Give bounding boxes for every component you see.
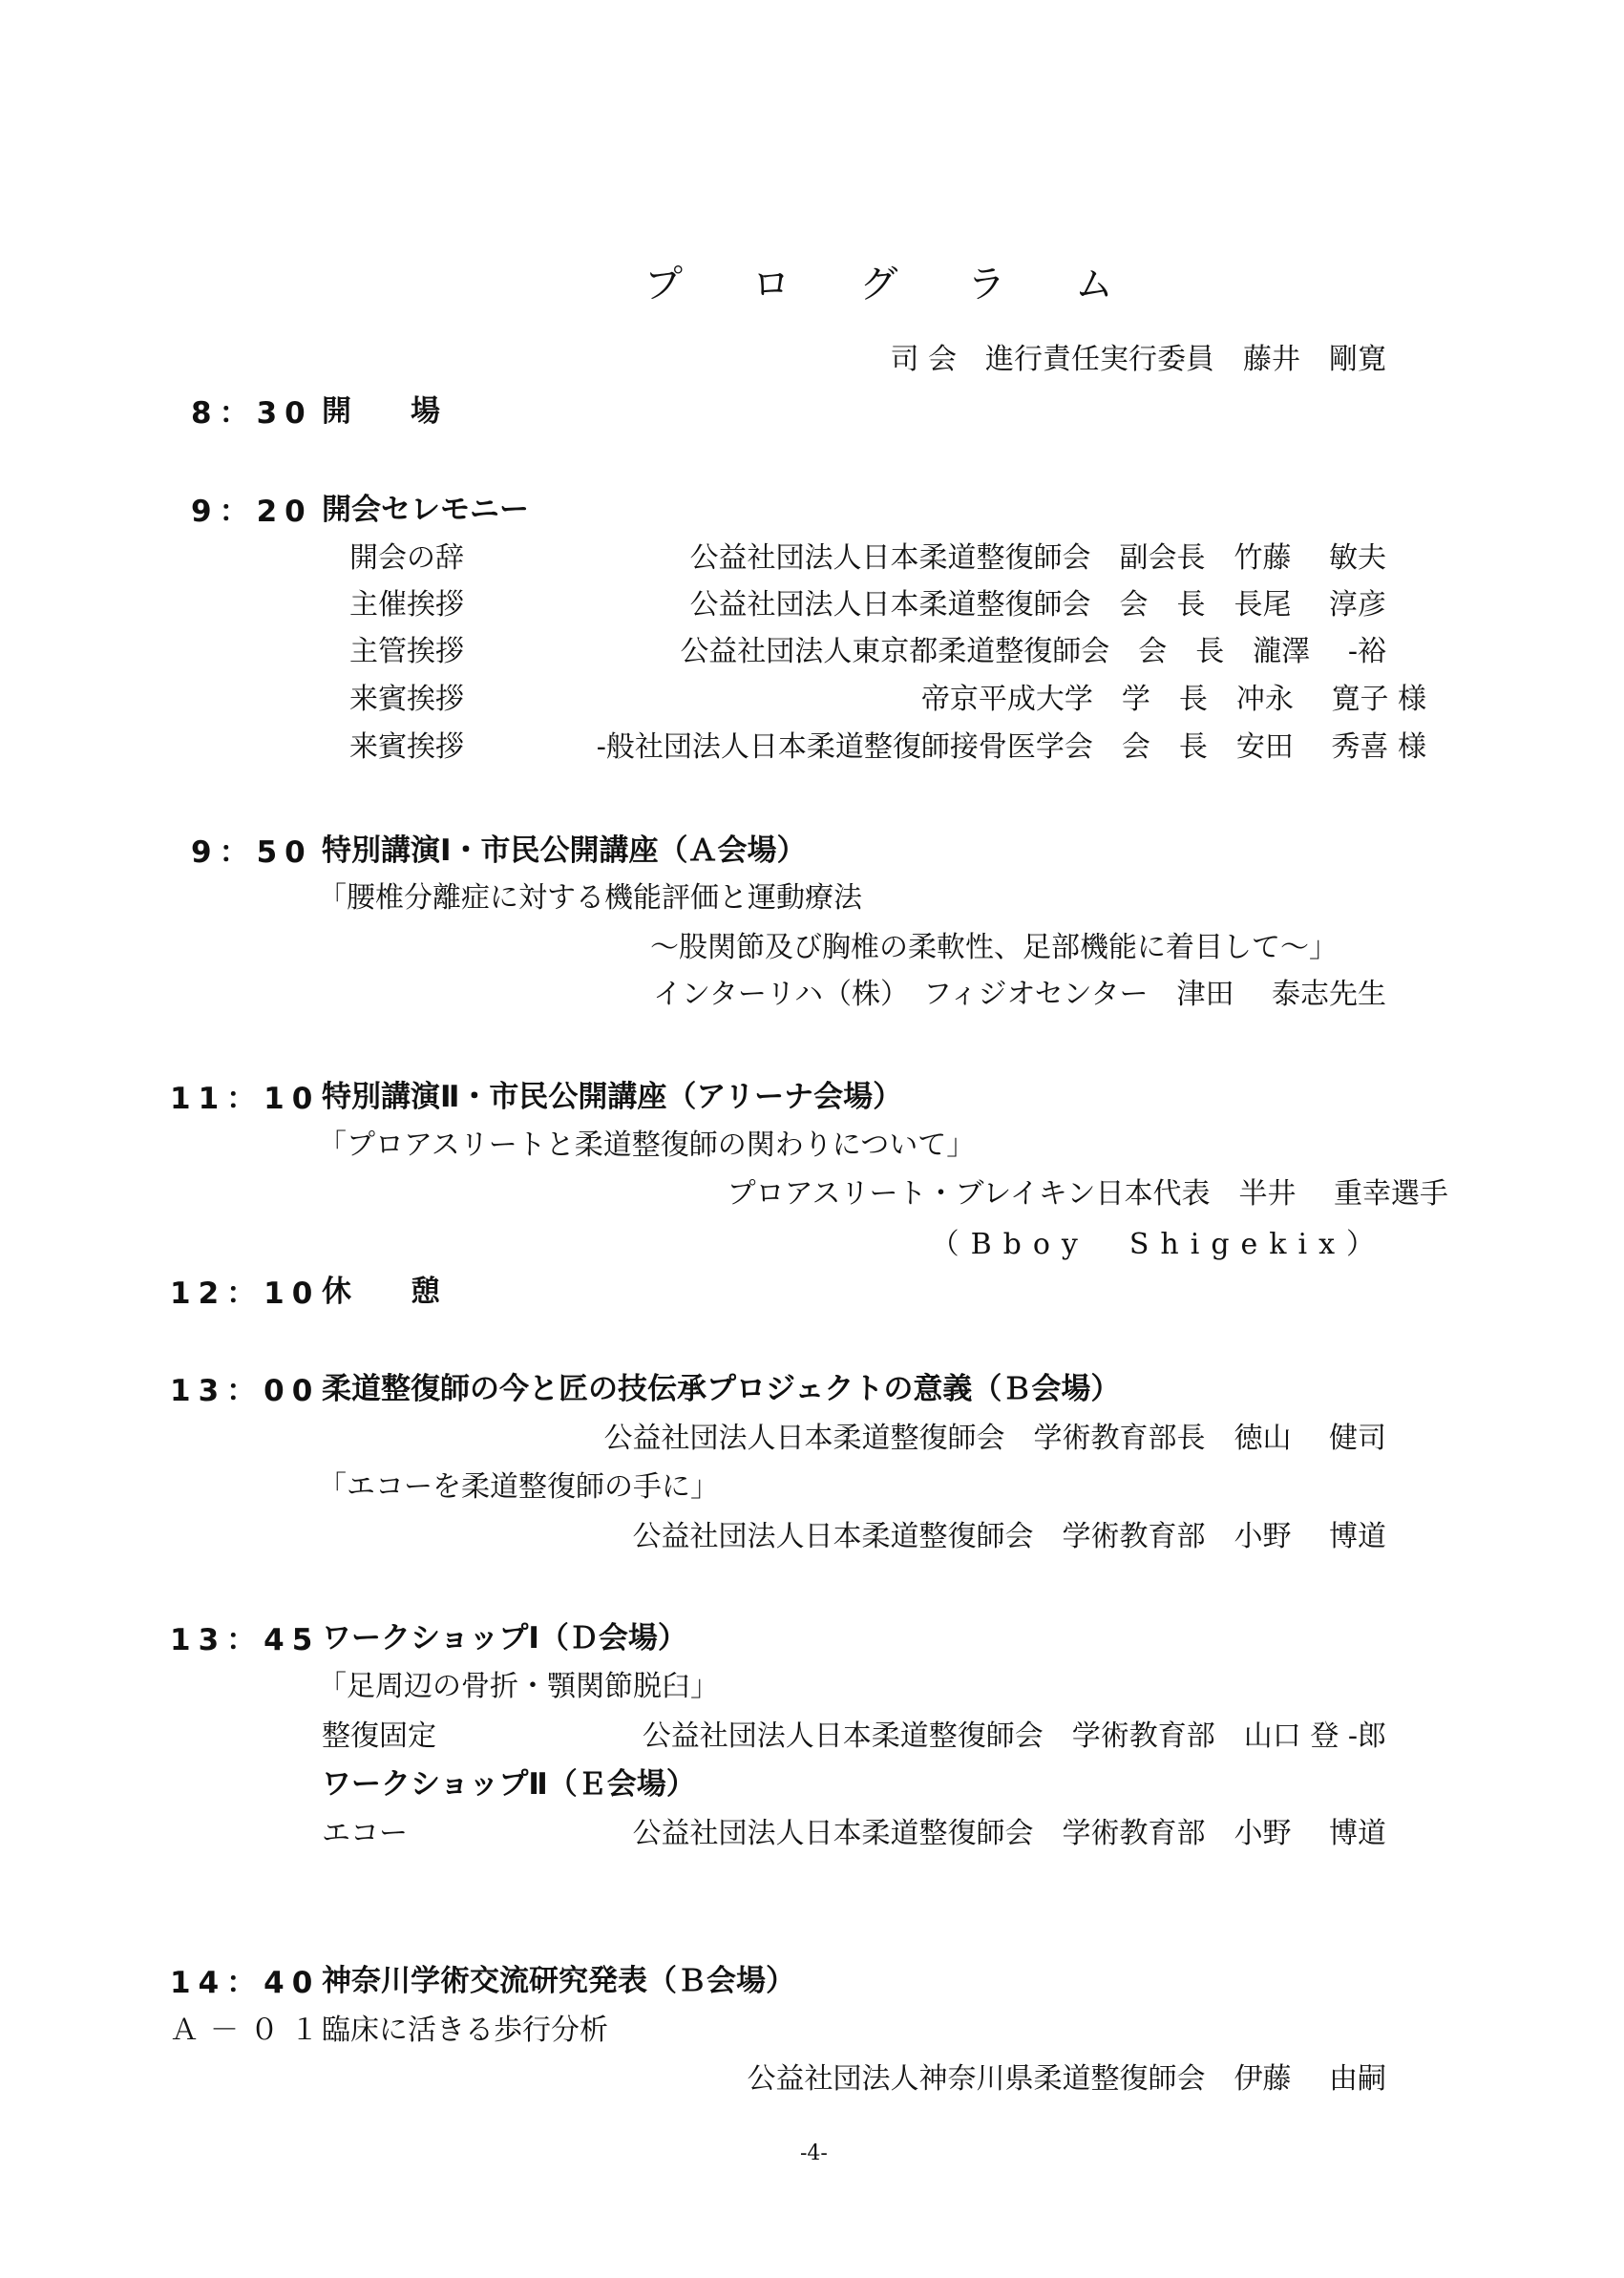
lecture1-title: 「腰椎分離症に対する機能評価と運動療法 xyxy=(318,881,862,915)
session1300-speaker2: 公益社団法人日本柔道整復師会 学術教育部 小野 博道 xyxy=(632,1520,1386,1553)
page-number: -4- xyxy=(800,2141,828,2165)
time-0830: 8：30 xyxy=(191,396,313,431)
time-1345: 13：45 xyxy=(170,1623,321,1657)
ceremony-label: 主催挨拶 xyxy=(349,588,464,622)
presentation-title: 臨床に活きる歩行分析 xyxy=(322,2014,608,2047)
workshop-item-label: エコー xyxy=(322,1817,408,1850)
heading-workshop2: ワークショップⅡ（Ｅ会場） xyxy=(322,1767,696,1802)
workshop-topic: 「足周辺の骨折・顎関節脱臼」 xyxy=(318,1670,719,1703)
lecture2-alias: （Bboy Shigekix） xyxy=(930,1228,1386,1261)
heading-ceremony: 開会セレモニー xyxy=(322,493,529,527)
workshop-item-label: 整復固定 xyxy=(322,1719,436,1753)
session1300-talk: 「エコーを柔道整復師の手に」 xyxy=(318,1470,719,1504)
ceremony-person: -般社団法人日本柔道整復師接骨医学会 会 長 安田 秀喜 様 xyxy=(596,730,1426,764)
session1300-speaker1: 公益社団法人日本柔道整復師会 学術教育部長 徳山 健司 xyxy=(603,1422,1386,1455)
heading-session1300: 柔道整復師の今と匠の技伝承プロジェクトの意義（Ｂ会場） xyxy=(322,1372,1121,1406)
lecture2-speaker: プロアスリート・ブレイキン日本代表 半井 重幸選手 xyxy=(727,1177,1448,1211)
ceremony-label: 来賓挨拶 xyxy=(349,683,464,716)
lecture2-title: 「プロアスリートと柔道整復師の関わりについて」 xyxy=(318,1128,976,1162)
ceremony-person: 帝京平成大学 学 長 冲永 寛子 様 xyxy=(920,683,1426,716)
page-title: プ ロ グ ラ ム xyxy=(644,263,1142,306)
time-1210: 12：10 xyxy=(170,1276,321,1311)
ceremony-person: 公益社団法人日本柔道整復師会 副会長 竹藤 敏夫 xyxy=(689,541,1386,575)
time-1300: 13：00 xyxy=(170,1374,321,1408)
heading-workshop1: ワークショップⅠ（Ｄ会場） xyxy=(322,1621,687,1656)
ceremony-person: 公益社団法人東京都柔道整復師会 会 長 瀧澤 -裕 xyxy=(680,635,1386,668)
lecture1-speaker: インターリハ（株） フィジオセンター 津田 泰志先生 xyxy=(653,978,1386,1011)
time-1440: 14：40 xyxy=(170,1966,321,2000)
presentation-presenter: 公益社団法人神奈川県柔道整復師会 伊藤 由嗣 xyxy=(747,2062,1386,2096)
emcee-line: 司 会 進行責任実行委員 藤井 剛寛 xyxy=(890,343,1386,376)
time-1110: 11：10 xyxy=(170,1082,321,1116)
heading-lecture1: 特別講演Ⅰ・市民公開講座（Ａ会場） xyxy=(322,833,807,868)
workshop-item-person: 公益社団法人日本柔道整復師会 学術教育部 小野 博道 xyxy=(632,1817,1386,1850)
time-0950: 9：50 xyxy=(191,835,313,870)
time-0920: 9：20 xyxy=(191,495,313,529)
presentation-code: Ａ－０１ xyxy=(170,2014,330,2047)
heading-presentation: 神奈川学術交流研究発表（Ｂ会場） xyxy=(322,1964,795,1998)
lecture1-subtitle: ～股関節及び胸椎の柔軟性、足部機能に着目して～」 xyxy=(650,931,1338,964)
heading-lecture2: 特別講演Ⅱ・市民公開講座（アリーナ会場） xyxy=(322,1080,903,1114)
ceremony-person: 公益社団法人日本柔道整復師会 会 長 長尾 淳彦 xyxy=(689,588,1386,622)
heading-open: 開 場 xyxy=(322,394,440,429)
ceremony-label: 開会の辞 xyxy=(349,541,464,575)
heading-break: 休 憩 xyxy=(322,1275,440,1309)
workshop-item-person: 公益社団法人日本柔道整復師会 学術教育部 山口 登 -郎 xyxy=(642,1719,1386,1753)
ceremony-label: 来賓挨拶 xyxy=(349,730,464,764)
ceremony-label: 主管挨拶 xyxy=(349,635,464,668)
